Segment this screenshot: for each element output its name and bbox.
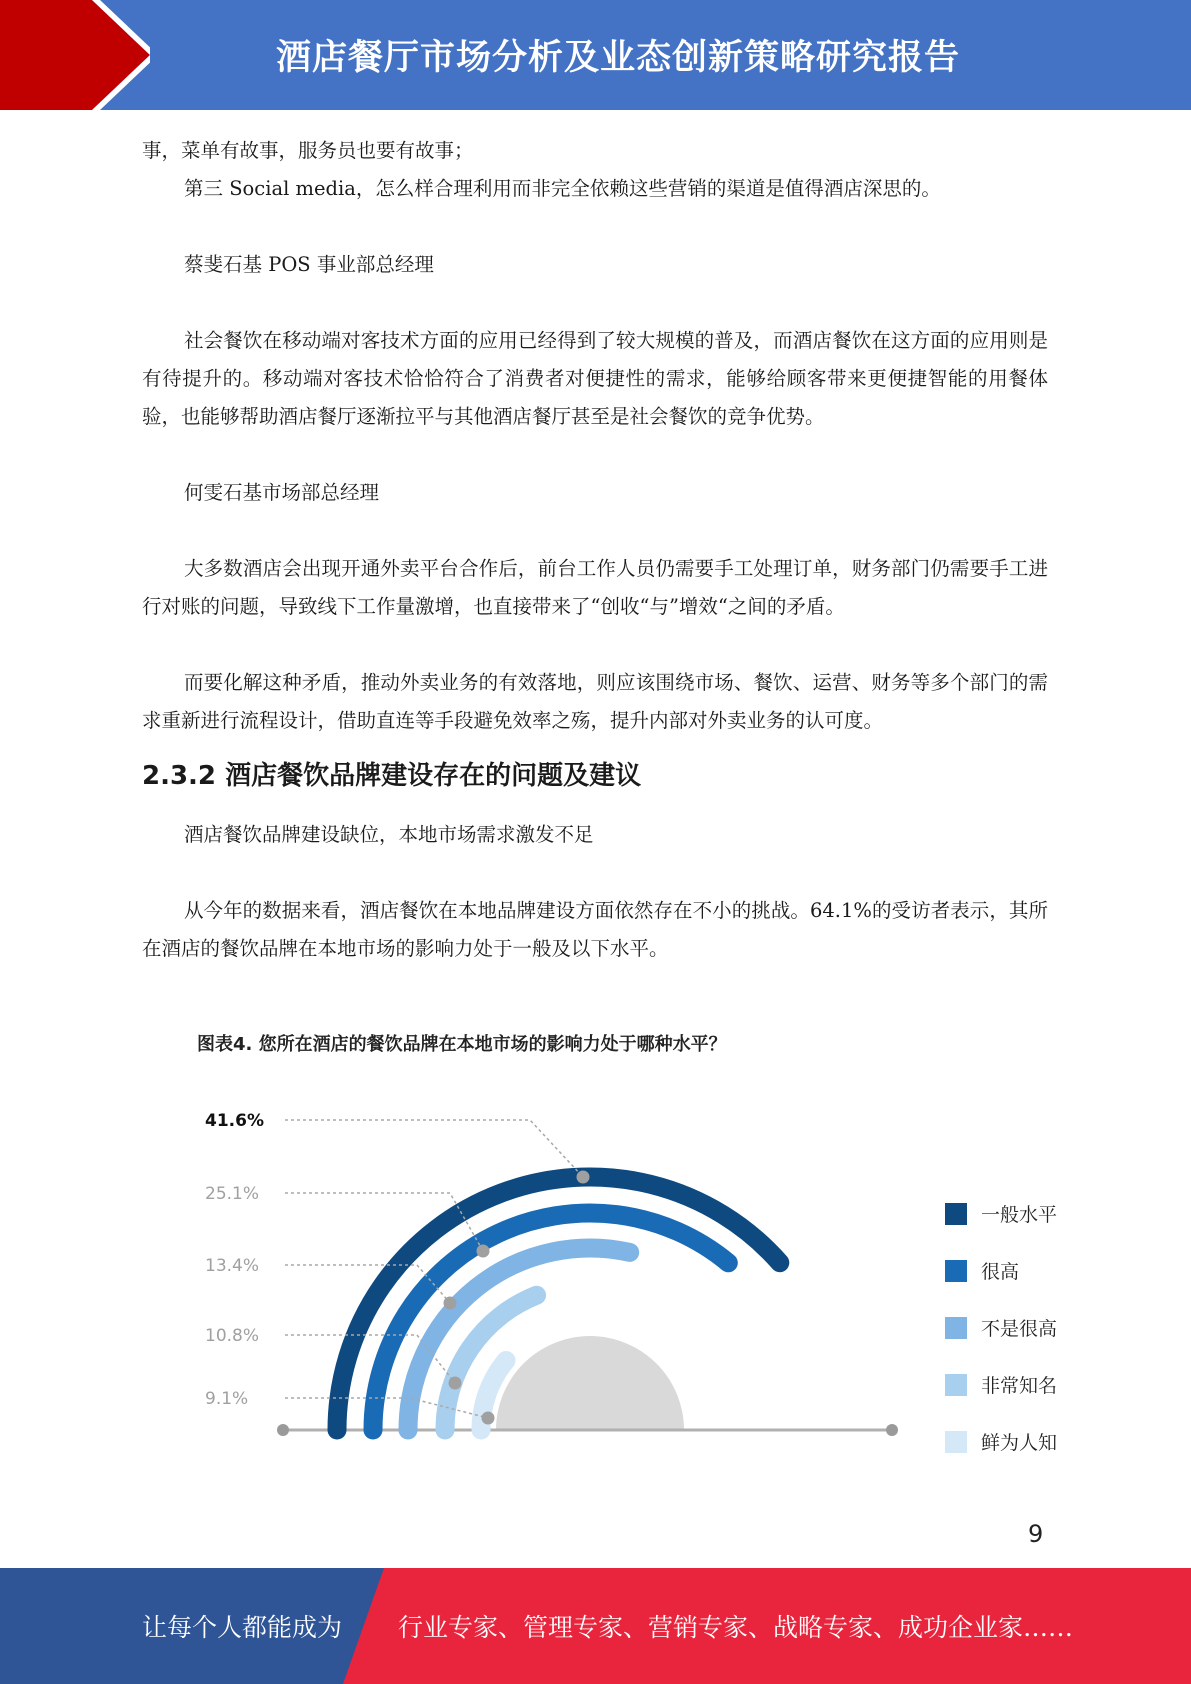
value-label: 25.1% (205, 1184, 260, 1204)
chart (185, 1025, 1085, 1465)
legend-item (945, 1413, 1057, 1470)
legend-label: 鲜为人知 (981, 1432, 1058, 1454)
page-header (0, 0, 1191, 110)
leader-dot (449, 1377, 462, 1390)
chart-title: 图表4. 您所在酒店的餐饮品牌在本地市场的影响力处于哪种水平？ (197, 1034, 727, 1055)
leader-line (285, 1398, 488, 1418)
page-footer (0, 1568, 1191, 1684)
legend-swatch (945, 1374, 967, 1396)
legend-swatch (945, 1260, 967, 1282)
leader-dot (444, 1297, 457, 1310)
footer-slogan-left: 让每个人都能成为 (142, 1613, 343, 1642)
legend-label: 不是很高 (981, 1318, 1058, 1340)
legend-swatch (945, 1317, 967, 1339)
center-half-disc (496, 1336, 684, 1430)
header-red-chevron (0, 0, 150, 110)
legend-swatch (945, 1431, 967, 1453)
legend-item (945, 1242, 1057, 1299)
paragraph: 社会餐饮在移动端对客技术方面的应用已经得到了较大规模的普及，而酒店餐饮在这方面的应用则是有待提升的。移动端对客技术恰恰符合了消费者对便捷性的需求，能够给顾客带来更便捷智能的用餐体验，也能够帮助酒店餐厅逐渐拉平与其他酒店餐厅甚至是社会餐饮的竞争优势。 (142, 329, 1048, 428)
legend-item (945, 1356, 1057, 1413)
value-label: 13.4% (205, 1256, 260, 1276)
baseline-end-dot (886, 1424, 898, 1436)
legend-label: 非常知名 (981, 1375, 1058, 1397)
paragraph: 而要化解这种矛盾，推动外卖业务的有效落地，则应该围绕市场、餐饮、运营、财务等多个部门的需求重新进行流程设计，借助直连等手段避免效率之殇，提升内部对外卖业务的认可度。 (142, 671, 1048, 732)
body-content (142, 132, 1048, 968)
page-number: 9 (1028, 1520, 1044, 1548)
legend-item (945, 1185, 1057, 1242)
paragraph: 大多数酒店会出现开通外卖平台合作后，前台工作人员仍需要手工处理订单，财务部门仍需要手工进行对账的问题，导致线下工作量激增，也直接带来了“创收“与”增效“之间的矛盾。 (142, 557, 1048, 618)
speaker-name: 何雯石基市场部总经理 (184, 481, 380, 504)
paragraph: 第三 Social media，怎么样合理利用而非完全依赖这些营销的渠道是值得酒店深思的。 (184, 177, 941, 200)
leader-dot (577, 1171, 590, 1184)
section-heading: 2.3.2 酒店餐饮品牌建设存在的问题及建议 (142, 761, 642, 791)
chart-legend (945, 1185, 1057, 1470)
paragraph: 事，菜单有故事，服务员也要有故事； (142, 139, 474, 162)
legend-label: 一般水平 (981, 1204, 1058, 1226)
leader-dot (477, 1245, 490, 1258)
leader-dot (482, 1412, 495, 1425)
legend-swatch (945, 1203, 967, 1225)
legend-label: 很高 (981, 1261, 1020, 1283)
value-label: 9.1% (205, 1389, 249, 1409)
paragraph: 从今年的数据来看，酒店餐饮在本地品牌建设方面依然存在不小的挑战。64.1%的受访者表示，其所在酒店的餐饮品牌在本地市场的影响力处于一般及以下水平。 (142, 899, 1048, 960)
paragraph: 酒店餐饮品牌建设缺位，本地市场需求激发不足 (184, 823, 594, 846)
value-label: 10.8% (205, 1326, 260, 1346)
leader-line (285, 1120, 583, 1177)
footer-slogan-right: 行业专家、管理专家、营销专家、战略专家、成功企业家…… (398, 1613, 1074, 1642)
speaker-name: 蔡斐石基 POS 事业部总经理 (184, 253, 434, 276)
value-label: 41.6% (205, 1111, 264, 1131)
baseline-end-dot (277, 1424, 289, 1436)
legend-item (945, 1299, 1057, 1356)
report-title: 酒店餐厅市场分析及业态创新策略研究报告 (275, 38, 960, 78)
